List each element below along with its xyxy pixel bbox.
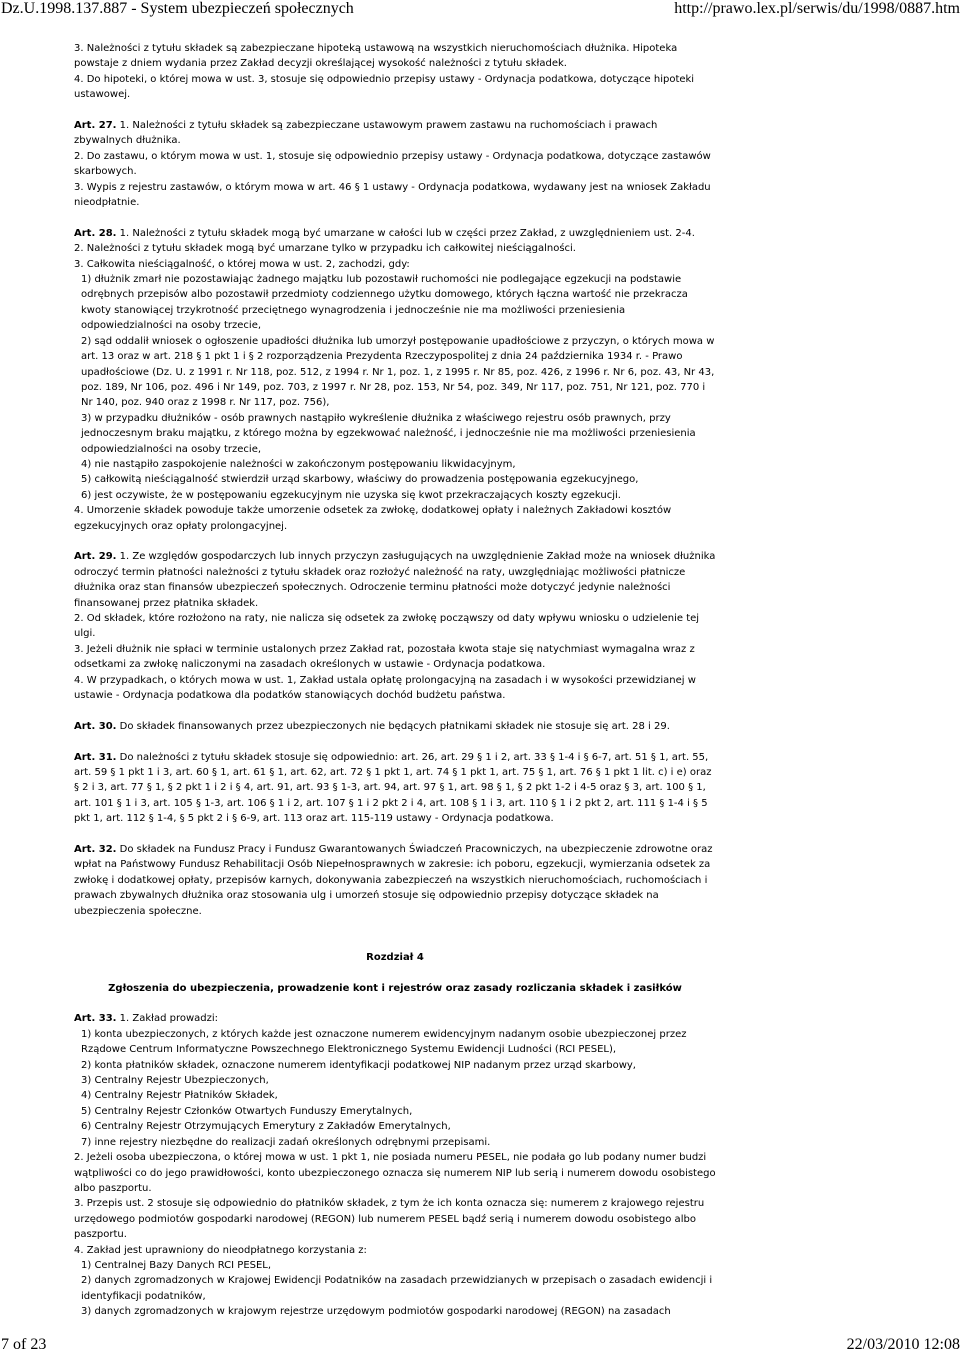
paragraph: 3. Jeżeli dłużnik nie spłaci w terminie ustalonych przez Zakład rat, pozostała kwota staje się natychmiast wymagalna wraz z odsetkami za zwłokę naliczonymi na zasadach określonych w ustawie - Ordynacja podatkowa.	[74, 643, 695, 671]
list-item: 4) nie nastąpiło zaspokojenie należności w zakończonym postępowaniu likwidacyjnym,	[81, 458, 516, 470]
article-text: 1. Zakład prowadzi:	[116, 1013, 219, 1025]
list-item: 1) dłużnik zmarł nie pozostawiając żadnego majątku lub pozostawił ruchomości nie podlegające egzekucji na podstawie odrębnych przepisów albo pozostawił przedmioty codziennego użytku domowego, których łączna wartość nie przekracza kwoty stanowiącej trzykrotność przeciętnego wynagrodzenia i jednocześnie nie ma możliwości przeniesienia odpowiedzialności na osoby trzecie,	[81, 274, 688, 332]
paragraph: 4. Do hipoteki, o której mowa w ust. 3, stosuje się odpowiednio przepisy ustawy - Ordynacja podatkowa, dotyczące hipoteki ustawowej.	[74, 73, 695, 101]
list-item: 5) całkowitą nieściągalność stwierdził urząd skarbowy, właściwy do prowadzenia postępowania egzekucyjnego,	[81, 474, 639, 486]
paragraph: 2. Do zastawu, o którym mowa w ust. 1, stosuje się odpowiednio przepisy ustawy - Ordynacja podatkowa, dotyczące zastawów skarbowych.	[74, 150, 711, 178]
paragraph-spacer	[74, 534, 716, 549]
paragraph-spacer	[74, 210, 716, 225]
article-paragraph	[74, 226, 716, 241]
print-timestamp: 22/03/2010 12:08	[846, 1336, 960, 1353]
paragraph-spacer	[74, 827, 716, 842]
list-item: 3) Centralny Rejestr Ubezpieczonych,	[81, 1075, 269, 1087]
article-paragraph	[74, 719, 716, 734]
paragraph-spacer	[74, 934, 716, 949]
source-url[interactable]: http://prawo.lex.pl/serwis/du/1998/0887.htm	[674, 0, 960, 17]
article-number: Art. 31.	[74, 751, 117, 763]
list-item: 6) Centralny Rejestr Otrzymujących Emerytury z Zakładów Emerytalnych,	[81, 1121, 451, 1133]
page-counter: 7 of 23	[1, 1336, 47, 1353]
document-title: Dz.U.1998.137.887 - System ubezpieczeń społecznych	[1, 0, 354, 17]
list-item: 5) Centralny Rejestr Członków Otwartych Funduszy Emerytalnych,	[81, 1105, 413, 1117]
article-number: Art. 30.	[74, 720, 117, 732]
paragraph: 3. Należności z tytułu składek są zabezpieczane hipoteką ustawową na wszystkich nieruchomościach dłużnika. Hipoteka powstaje z dniem wydania przez Zakład decyzji określającej wysokość należności z tytułu składek.	[74, 43, 678, 70]
article-paragraph	[74, 842, 716, 919]
article-text: 1. Należności z tytułu składek mogą być umarzane w całości lub w części przez Zakład, z uwzględnieniem ust. 2-4.	[116, 227, 695, 239]
paragraph-spacer	[74, 703, 716, 718]
document-body	[74, 41, 716, 1318]
paragraph: 4. W przypadkach, o których mowa w ust. 1, Zakład ustala opłatę prolongacyjną na zasadach i w wysokości przewidzianej w ustawie - Ordynacja podatkowa dla podatków stanowiących dochód budżetu państwa.	[74, 674, 696, 702]
article-text: Do należności z tytułu składek stosuje się odpowiednio: art. 26, art. 29 § 1 i 2, art. 33 § 1-4 i § 6-7, art. 51 § 1, art. 55, art. 59 § 1 pkt 1 i 3, art. 60 § 1, art. 61 § 1, art. 62, art. 72 § 1 pkt 1, art. 74 § 1 pkt 1, art. 75 § 1, art. 76 § 1 pkt 1 lit. c) i e) oraz § 2 i 3, art. 77 § 1, § 2 pkt 1 i 2 i § 4, art. 91, art. 93 § 1-3, art. 94, art. 97 § 1, art. 98 § 1, § 2 pkt 1-2 i 4-5 oraz § 3, art. 100 § 1, art. 101 § 1 i 3, art. 105 § 1-3, art. 106 § 1 i 2, art. 107 § 1 i 2 pkt 2 i 4, art. 108 § 1 i 3, art. 110 § 1 i 2 pkt 2, art. 111 § 1-4 i § 5 pkt 1, art. 112 § 1-4, § 5 pkt 2 i § 6-9, art. 113 oraz art. 115-119 ustawy - Ordynacja podatkowa.	[74, 751, 712, 825]
article-paragraph	[74, 1011, 716, 1026]
article-number: Art. 27.	[74, 120, 117, 132]
article-text: 1. Należności z tytułu składek są zabezpieczane ustawowym prawem zastawu na ruchomościach i prawach zbywalnych dłużnika.	[74, 120, 658, 147]
article-number: Art. 33.	[74, 1013, 117, 1025]
list-item: 1) konta ubezpieczonych, z których każde jest oznaczone numerem ewidencyjnym nadanym osobie ubezpieczonej przez Rządowe Centrum Informatyczne Powszechnego Elektronicznego Systemu Ewidencji Ludności (RCI PESEL),	[81, 1028, 687, 1056]
list-item: 1) Centralnej Bazy Danych RCI PESEL,	[81, 1259, 272, 1271]
chapter-heading: Zgłoszenia do ubezpieczenia, prowadzenie kont i rejestrów oraz zasady rozliczania składek i zasiłków	[108, 982, 682, 994]
article-paragraph	[74, 549, 716, 611]
paragraph: 3. Całkowita nieściągalność, o której mowa w ust. 2, zachodzi, gdy:	[74, 258, 410, 270]
paragraph-spacer	[74, 919, 716, 934]
article-text: Do składek na Fundusz Pracy i Fundusz Gwarantowanych Świadczeń Pracowniczych, na ubezpieczenie zdrowotne oraz wpłat na Państwowy Fundusz Rehabilitacji Osób Niepełnosprawnych w zakresie: ich poboru, egzekucji, wymierzania odsetek za zwłokę i dodatkowej opłaty, przepisów karnych, dokonywania zabezpieczeń na wszystkich nieruchomościach, ruchomościach i prawach zbywalnych dłużnika oraz stosowania ulg i umorzeń stosuje się odpowiednio przepisy dotyczące składek na ubezpieczenia społeczne.	[74, 844, 713, 917]
page-header	[0, 0, 960, 22]
page-footer	[0, 1336, 960, 1357]
list-item: 4) Centralny Rejestr Płatników Składek,	[81, 1090, 278, 1102]
chapter-heading: Rozdział 4	[366, 951, 424, 963]
article-number: Art. 32.	[74, 844, 117, 856]
paragraph: 3. Przepis ust. 2 stosuje się odpowiednio do płatników składek, z tym że ich konta oznacza się: numerem z krajowego rejestru urzędowego podmiotów gospodarki narodowej (REGON) lub numerem PESEL bądź serią i numerem dowodu osobistego albo paszportu.	[74, 1198, 705, 1241]
paragraph: 3. Wypis z rejestru zastawów, o którym mowa w art. 46 § 1 ustawy - Ordynacja podatkowa, wydawany jest na wniosek Zakładu nieodpłatnie.	[74, 181, 711, 209]
article-number: Art. 28.	[74, 227, 117, 239]
list-item: 6) jest oczywiste, że w postępowaniu egzekucyjnym nie uzyska się kwot przekraczających koszty egzekucji.	[81, 489, 621, 501]
paragraph: 4. Umorzenie składek powoduje także umorzenie odsetek za zwłokę, dodatkowej opłaty i należnych Zakładowi kosztów egzekucyjnych oraz opłaty prolongacyjnej.	[74, 505, 672, 532]
list-item: 2) danych zgromadzonych w Krajowej Ewidencji Podatników na zasadach przewidzianych w przepisach o zasadach ewidencji i identyfikacji podatników,	[81, 1275, 713, 1302]
list-item: 3) danych zgromadzonych w krajowym rejestrze urzędowym podmiotów gospodarki narodowej (REGON) na zasadach	[81, 1306, 671, 1318]
paragraph: 4. Zakład jest uprawniony do nieodpłatnego korzystania z:	[74, 1244, 367, 1256]
paragraph-spacer	[74, 103, 716, 118]
paragraph-spacer	[74, 996, 716, 1011]
article-paragraph	[74, 118, 716, 149]
list-item: 2) sąd oddalił wniosek o ogłoszenie upadłości dłużnika lub umorzył postępowanie upadłościowe z przyczyn, o których mowa w art. 13 oraz w art. 218 § 1 pkt 1 i § 2 rozporządzenia Prezydenta Rzeczypospolitej z dnia 24 października 1934 r. - Prawo upadłościowe (Dz. U. z 1991 r. Nr 118, poz. 512, z 1994 r. Nr 1, poz. 1, z 1995 r. Nr 85, poz. 426, z 1996 r. Nr 6, poz. 43, Nr 43, poz. 189, Nr 106, poz. 496 i Nr 149, poz. 703, z 1997 r. Nr 28, poz. 153, Nr 54, poz. 349, Nr 117, poz. 751, Nr 121, poz. 770 i Nr 140, poz. 940 oraz z 1998 r. Nr 117, poz. 756),	[81, 335, 715, 409]
article-paragraph	[74, 750, 716, 827]
paragraph-spacer	[74, 734, 716, 749]
paragraph-spacer	[74, 965, 716, 980]
article-text: 1. Ze względów gospodarczych lub innych przyczyn zasługujących na uwzględnienie Zakład może na wniosek dłużnika odroczyć termin płatności należności z tytułu składek oraz rozłożyć należność na raty, uwzględniając możliwości płatnicze dłużnika oraz stan finansów ubezpieczeń społecznych. Odroczenie terminu płatności może dotyczyć jedynie należności finansowanej przez płatnika składek.	[74, 551, 716, 609]
article-text: Do składek finansowanych przez ubezpieczonych nie będących płatnikami składek nie stosuje się art. 28 i 29.	[116, 720, 670, 732]
paragraph: 2. Od składek, które rozłożono na raty, nie nalicza się odsetek za zwłokę począwszy od daty wpływu wniosku o udzielenie tej ulgi.	[74, 612, 700, 640]
paragraph: 2. Jeżeli osoba ubezpieczona, o której mowa w ust. 1 pkt 1, nie posiada numeru PESEL, nie podała go lub podany numer budzi wątpliwości co do jego prawidłowości, konto ubezpieczonego oznacza się numerem NIP lub serią i numerem dowodu osobistego albo paszportu.	[74, 1152, 716, 1194]
list-item: 2) konta płatników składek, oznaczone numerem identyfikacji podatkowej NIP nadanym przez urząd skarbowy,	[81, 1059, 636, 1071]
list-item: 3) w przypadku dłużników - osób prawnych nastąpiło wykreślenie dłużnika z właściwego rejestru osób prawnych, przy jednoczesnym braku majątku, z którego można by egzekwować należność, i jednocześnie nie ma możliwości przeniesienia odpowiedzialności na osoby trzecie,	[81, 412, 696, 455]
paragraph: 2. Należności z tytułu składek mogą być umarzane tylko w przypadku ich całkowitej nieściągalności.	[74, 243, 576, 255]
list-item: 7) inne rejestry niezbędne do realizacji zadań określonych odrębnymi przepisami.	[81, 1136, 491, 1148]
article-number: Art. 29.	[74, 551, 117, 563]
